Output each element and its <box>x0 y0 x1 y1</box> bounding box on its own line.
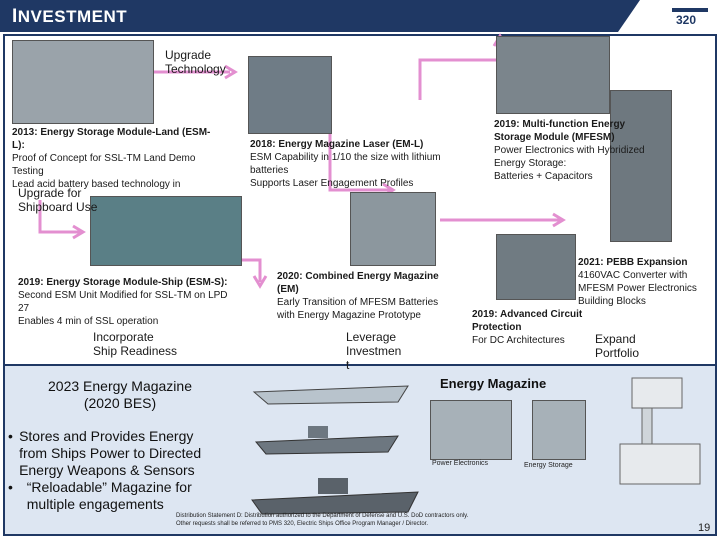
item-line: Enables 4 min of SSL operation <box>18 316 159 327</box>
power-electronics-label: Power Electronics <box>432 460 489 467</box>
item-emlaser <box>250 138 450 190</box>
item-title: 2019: Advanced Circuit Protection <box>472 309 583 333</box>
item-line: 4160VAC Converter with MFESM Power Electronics Building Blocks <box>578 270 697 307</box>
item-pebb <box>578 256 716 308</box>
item-adv <box>472 308 612 347</box>
list-item: • Stores and Provides Energy from Ships Power to Directed Energy Weapons & Sensors <box>8 428 202 478</box>
item-title: 2013: Energy Storage Module-Land (ESM-L): <box>12 127 211 151</box>
item-title: 2021: PEBB Expansion <box>578 257 688 268</box>
item-line: Supports Laser Engagement Profiles <box>250 178 414 189</box>
item-line: Second ESM Unit Modified for SSL-TM on LPD 27 <box>18 290 228 314</box>
upgrade-technology-label: Upgrade Technology <box>165 48 226 76</box>
emlaser-photo <box>248 56 332 134</box>
combined-photo <box>350 192 436 266</box>
distribution-statement: Distribution Statement D: Distribution authorized to the Department of Defense and U.S. DoD contractors only. Other requests shall be referred to PMS 320, Electric Ships Office Program Manager / Director. <box>176 513 469 527</box>
energy-storage-label: Energy Storage <box>524 462 573 469</box>
esml-photo <box>12 40 154 124</box>
ships-illustration <box>248 372 426 522</box>
item-line: Batteries + Capacitors <box>494 171 593 182</box>
item-line: Proof of Concept for SSL-TM Land Demo Testing <box>12 153 196 177</box>
pebb-photo <box>496 234 576 300</box>
leverage-label: Leverage Investmen t <box>346 330 402 372</box>
item-line: Lead acid battery based technology in <box>12 179 181 190</box>
item-line: ESM Capability in 1/10 the size with lithium batteries <box>250 152 441 176</box>
item-line: For DC Architectures <box>472 335 565 346</box>
item-title: 2019: Energy Storage Module-Ship (ESM-S): <box>18 277 228 288</box>
upgrade-shipboard-label: Upgrade for Shipboard Use <box>18 186 98 214</box>
incorporate-label: Incorporate Ship Readiness <box>93 330 178 358</box>
bottom-title: 2023 Energy Magazine (2020 BES) <box>48 378 192 411</box>
item-title: 2020: Combined Energy Magazine (EM) <box>277 271 439 295</box>
expand-label: Expand Portfolio <box>595 332 640 360</box>
mfesm-photo-1 <box>496 36 610 114</box>
bullet-list <box>8 428 218 513</box>
item-line: Power Electronics with Hybridized Energy Storage: <box>494 145 645 169</box>
item-mfesm <box>494 118 654 183</box>
svg-text:320: 320 <box>676 13 697 27</box>
energy-magazine-label: Energy Magazine <box>440 376 547 391</box>
item-esms <box>18 276 238 328</box>
list-item: • “Reloadable” Magazine for multiple engagements <box>8 479 192 512</box>
page-number: 19 <box>698 522 711 534</box>
laser-equipment-illustration <box>612 374 712 492</box>
power-electronics-image <box>430 400 512 460</box>
item-line: Early Transition of MFESM Batteries with Energy Magazine Prototype <box>277 297 439 321</box>
item-title: 2018: Energy Magazine Laser (EM-L) <box>250 139 424 150</box>
item-esml <box>12 126 222 191</box>
item-combined <box>277 270 447 322</box>
esms-photo <box>90 196 242 266</box>
page-title: INVESTMENT <box>12 6 128 27</box>
item-title: 2019: Multi-function Energy Storage Module (MFESM) <box>494 119 626 143</box>
energy-storage-image <box>532 400 586 460</box>
